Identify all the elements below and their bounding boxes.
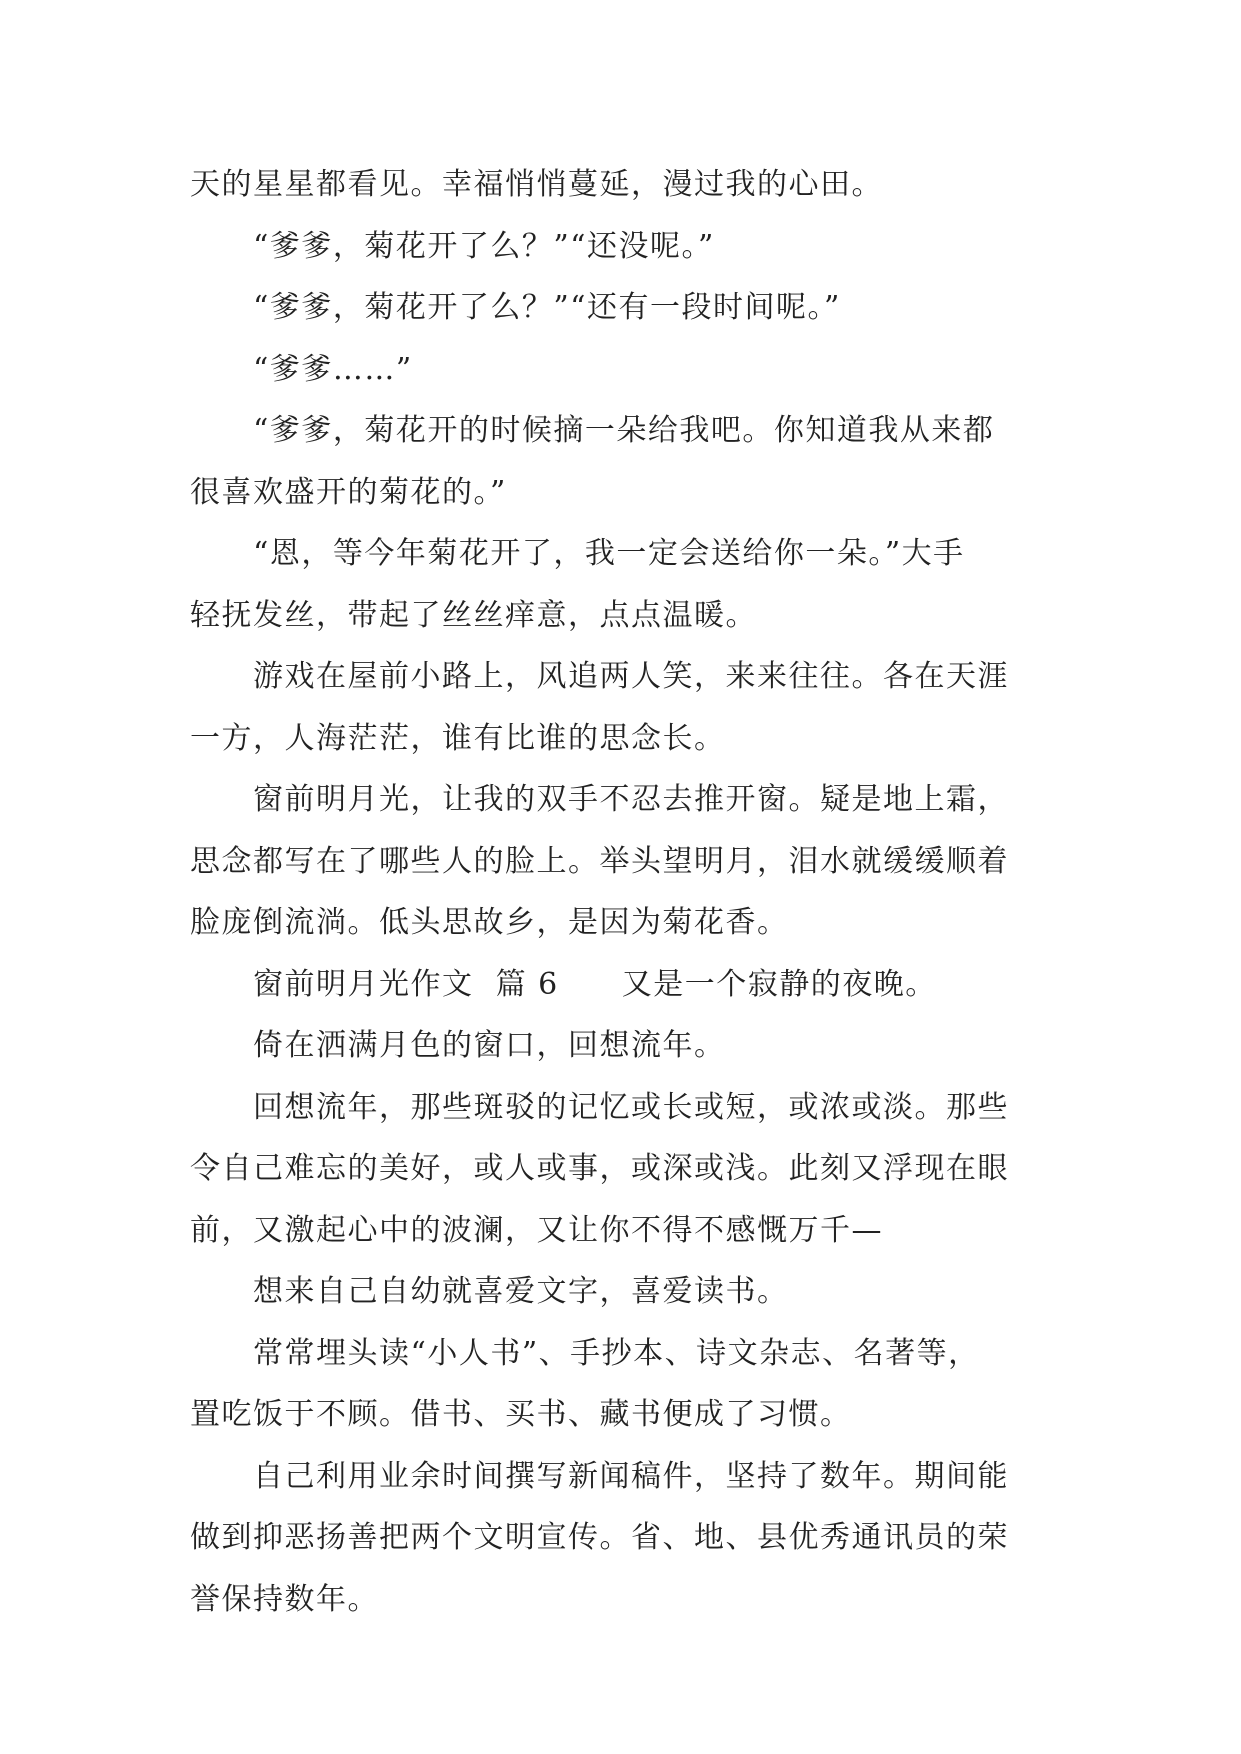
- text-line: 天的星星都看见。幸福悄悄蔓延，漫过我的心田。: [190, 167, 883, 202]
- text-line: 置吃饭于不顾。借书、买书、藏书便成了习惯。: [190, 1397, 852, 1432]
- text-line: “爹爹，菊花开的时候摘一朵给我吧。你知道我从来都: [190, 413, 995, 448]
- text-line: 思念都写在了哪些人的脸上。举头望明月，泪水就缓缓顺着: [190, 843, 1009, 879]
- text-line: 游戏在屋前小路上，风追两人笑，来来往往。各在天涯: [190, 659, 1009, 694]
- text-line: 自己利用业余时间撰写新闻稿件，坚持了数年。期间能: [190, 1458, 1009, 1494]
- text-line: “爹爹，菊花开了么？”“还有一段时间呢。”: [190, 290, 841, 325]
- text-line: 回想流年，那些斑驳的记忆或长或短，或浓或淡。那些: [190, 1089, 1009, 1125]
- text-line: “爹爹……”: [190, 351, 413, 387]
- text-line: 誉保持数年。: [190, 1581, 379, 1617]
- text-line: 很喜欢盛开的菊花的。”: [190, 474, 507, 510]
- text-line: 想来自己自幼就喜爱文字，喜爱读书。: [190, 1274, 789, 1309]
- text-line: 令自己难忘的美好，或人或事，或深或浅。此刻又浮现在眼: [190, 1151, 1009, 1186]
- text-line: “爹爹，菊花开了么？”“还没呢。”: [190, 228, 715, 264]
- text-line: 窗前明月光，让我的双手不忍去推开窗。疑是地上霜，: [190, 782, 1009, 817]
- text-line: 轻抚发丝，带起了丝丝痒意，点点温暖。: [190, 597, 757, 633]
- text-line: 常常埋头读“小人书”、手抄本、诗文杂志、名著等，: [190, 1335, 980, 1371]
- essay-body: [190, 154, 1070, 1630]
- text-line: 做到抑恶扬善把两个文明宣传。省、地、县优秀通讯员的荣: [190, 1520, 1009, 1555]
- text-line: 一方，人海茫茫，谁有比谁的思念长。: [190, 720, 726, 756]
- text-line: 脸庞倒流淌。低头思故乡，是因为菊花香。: [190, 905, 789, 940]
- text-line: “恩，等今年菊花开了，我一定会送给你一朵。”大手: [190, 536, 965, 571]
- section-heading-line: 窗前明月光作文 篇 6 又是一个寂静的夜晚。: [190, 966, 937, 1002]
- text-line: 倚在洒满月色的窗口，回想流年。: [190, 1028, 726, 1063]
- text-line: 前，又激起心中的波澜，又让你不得不感慨万千—: [190, 1212, 883, 1248]
